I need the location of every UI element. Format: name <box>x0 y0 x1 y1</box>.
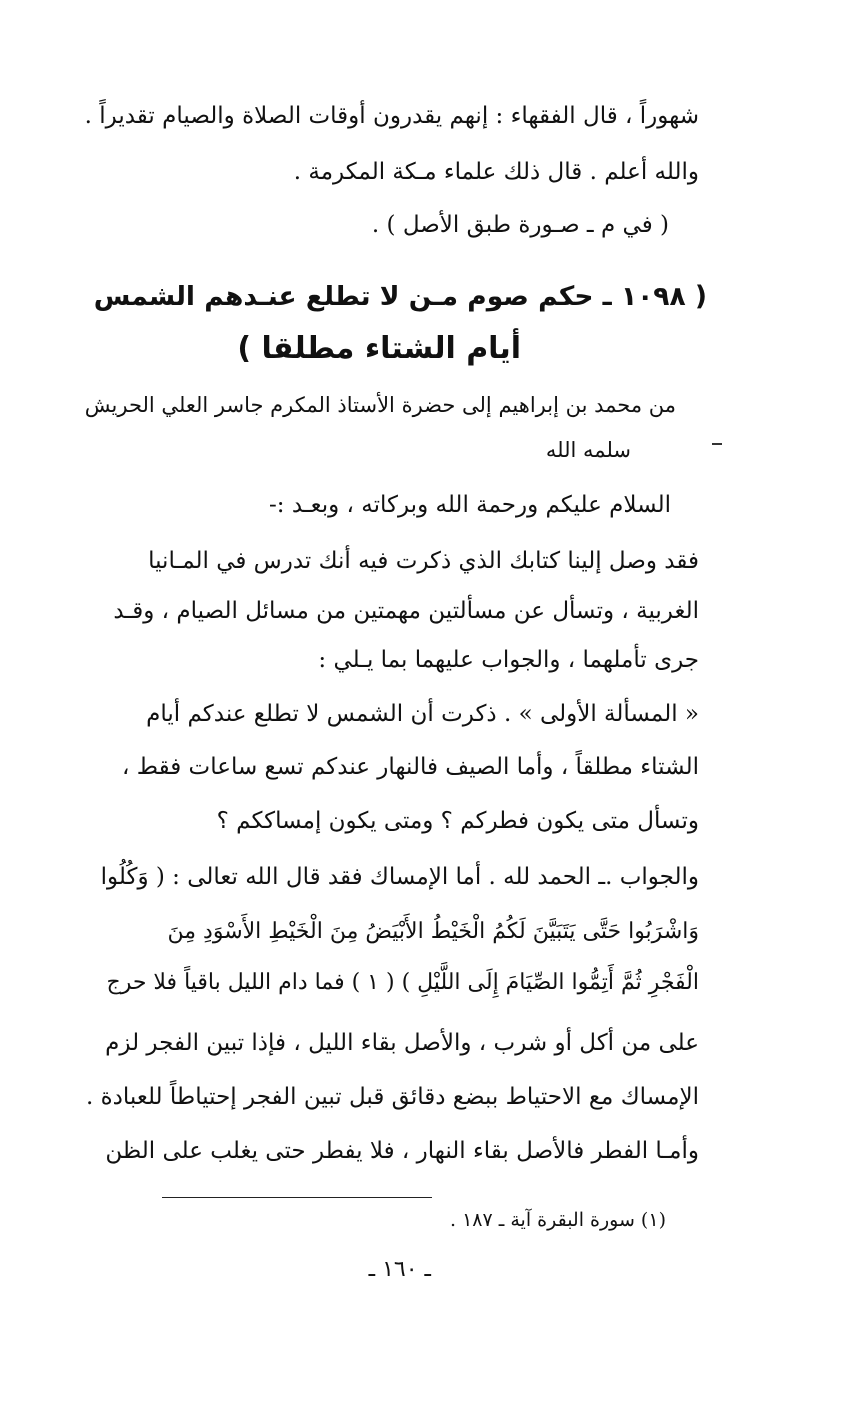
text-line-1: شهوراً ، قال الفقهاء : إنهم يقدرون أوقات الصلاة والصيام تقديراً . <box>84 103 699 129</box>
letter-blessing: سلمه الله <box>545 438 631 462</box>
footnote-rule <box>162 1197 432 1198</box>
body-line-1: فقد وصل إلينا كتابك الذي ذكرت فيه أنك تدرس في المـانيا <box>148 548 699 574</box>
body-line-10: على من أكل أو شرب ، والأصل بقاء الليل ، فإذا تبين الفجر لزم <box>105 1030 699 1056</box>
source-note: ( في م ـ صـورة طبق الأصل ) . <box>371 212 669 238</box>
footnote: (١) سورة البقرة آية ـ ١٨٧ . <box>449 1209 666 1231</box>
text-line-2: والله أعلم . قال ذلك علماء مـكة المكرمة . <box>293 159 699 185</box>
fatwa-heading-line-2: أيام الشتاء مطلقا ) <box>237 331 521 366</box>
body-line-6: وتسأل متى يكون فطركم ؟ ومتى يكون إمساككم ؟ <box>216 808 699 834</box>
body-line-5: الشتاء مطلقاً ، وأما الصيف فالنهار عندكم تسع ساعات فقط ، <box>122 754 699 780</box>
page-number: ـ ١٦٠ ـ <box>368 1257 431 1282</box>
body-line-7: والجواب .ـ الحمد لله . أما الإمساك فقد قال الله تعالى : ( وَكُلُوا <box>100 864 699 890</box>
body-line-8: وَاشْرَبُوا حَتَّى يَتَبَيَّنَ لَكُمُ الْخَيْطُ الأَبْيَضُ مِنَ الْخَيْطِ الأَسْوَدِ مِنَ <box>167 919 699 944</box>
body-line-2: الغربية ، وتسأل عن مسألتين مهمتين من مسائل الصيام ، وقـد <box>113 598 699 624</box>
letter-greeting: السلام عليكم ورحمة الله وبركاته ، وبعـد :- <box>269 492 671 518</box>
body-line-11: الإمساك مع الاحتياط ببضع دقائق قبل تبين الفجر إحتياطاً للعبادة . <box>85 1084 699 1110</box>
scan-speck <box>712 443 722 445</box>
body-line-3: جرى تأملهما ، والجواب عليهما بما يـلي : <box>318 647 699 673</box>
fatwa-heading-line-1: ( ١٠٩٨ ـ حكم صوم مـن لا تطلع عنـدهم الشمس <box>93 281 707 312</box>
body-line-12: وأمـا الفطر فالأصل بقاء النهار ، فلا يفطر حتى يغلب على الظن <box>105 1138 699 1164</box>
body-line-9: الْفَجْرِ ثُمَّ أَتِمُّوا الصِّيَامَ إِلَى اللَّيْلِ ) ( ١ ) فما دام الليل باقياً فلا حرج <box>106 970 699 995</box>
letter-from-line: من محمد بن إبراهيم إلى حضرة الأستاذ المكرم جاسر العلي الحريش <box>84 393 676 417</box>
body-line-4: « المسألة الأولى » . ذكرت أن الشمس لا تطلع عندكم أيام <box>146 701 699 727</box>
